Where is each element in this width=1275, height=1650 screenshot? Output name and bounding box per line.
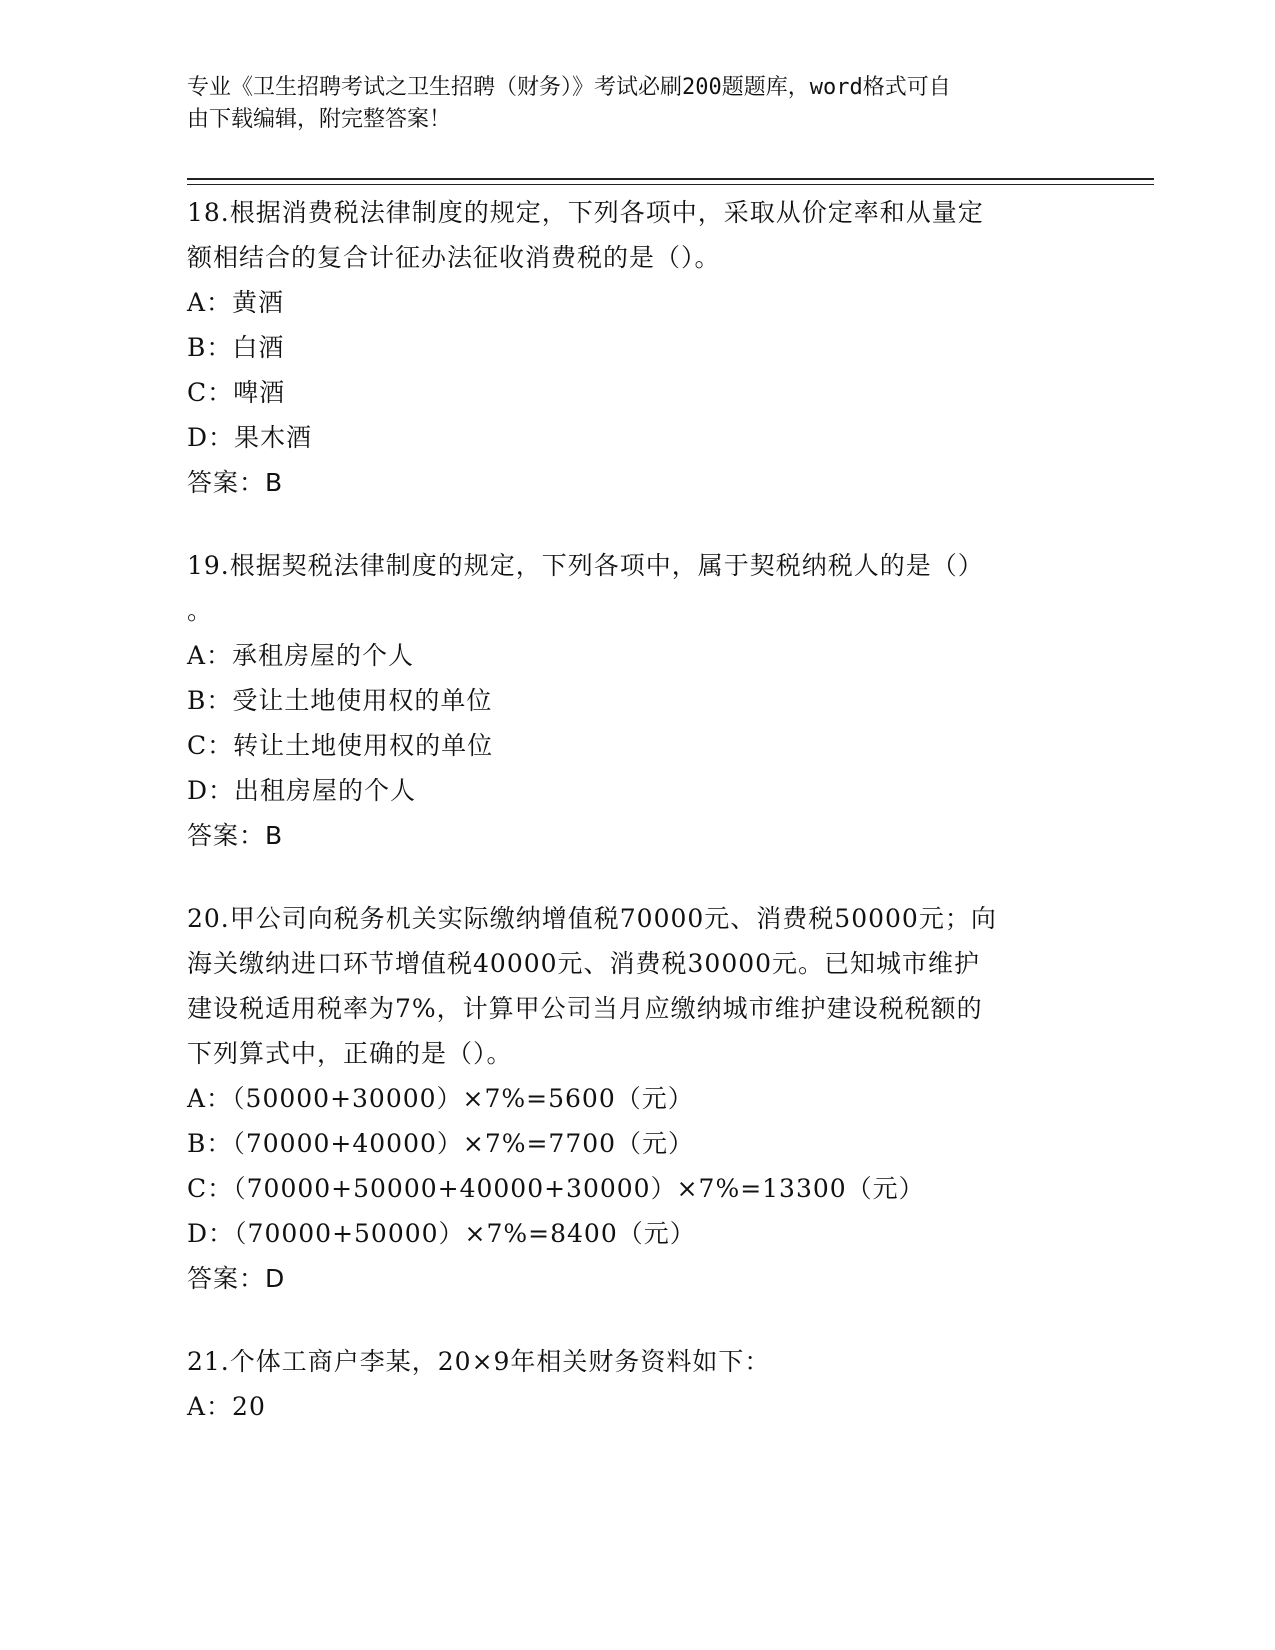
stem-line: 下列算式中，正确的是（）。 (187, 1039, 513, 1068)
question-20 (187, 896, 1087, 1301)
option-b: B：（70000+40000）×7%=7700（元） (187, 1129, 695, 1158)
answer-line: 答案：D (187, 1264, 286, 1293)
stem-line: 18.根据消费税法律制度的规定，下列各项中，采取从价定率和从量定 (187, 198, 984, 227)
header-line-2: 由下载编辑，附完整答案！ (187, 107, 452, 132)
answer-line: 答案：B (187, 821, 284, 850)
header-divider-thin (187, 184, 1154, 185)
option-d: D：出租房屋的个人 (187, 776, 417, 805)
question-list (187, 190, 1087, 1467)
option-a: A：黄酒 (187, 288, 285, 317)
question-stem (187, 1339, 1087, 1384)
stem-line: 建设税适用税率为7%，计算甲公司当月应缴纳城市维护建设税税额的 (187, 994, 983, 1023)
question-stem (187, 543, 1087, 633)
question-21 (187, 1339, 1087, 1429)
stem-line: 海关缴纳进口环节增值税40000元、消费税30000元。已知城市维护 (187, 949, 981, 978)
stem-line: 。 (187, 596, 214, 625)
document-header (187, 72, 1087, 136)
question-stem (187, 190, 1087, 280)
stem-line: 19.根据契税法律制度的规定，下列各项中，属于契税纳税人的是（） (187, 551, 984, 580)
option-a: A：承租房屋的个人 (187, 641, 415, 670)
option-d: D：（70000+50000）×7%=8400（元） (187, 1219, 696, 1248)
option-b: B：受让土地使用权的单位 (187, 686, 493, 715)
header-line-1: 专业《卫生招聘考试之卫生招聘（财务）》考试必刷200题题库，word格式可自 (187, 75, 951, 100)
option-c: C：啤酒 (187, 378, 286, 407)
option-a: A：20 (187, 1392, 266, 1421)
answer-line: 答案：B (187, 468, 284, 497)
option-c: C：（70000+50000+40000+30000）×7%=13300（元） (187, 1174, 925, 1203)
question-stem (187, 896, 1087, 1076)
option-c: C：转让土地使用权的单位 (187, 731, 494, 760)
option-a: A：（50000+30000）×7%=5600（元） (187, 1084, 694, 1113)
header-divider-thick (187, 178, 1154, 180)
question-18 (187, 190, 1087, 505)
option-d: D：果木酒 (187, 423, 313, 452)
option-b: B：白酒 (187, 333, 285, 362)
stem-line: 21.个体工商户李某，20×9年相关财务资料如下： (187, 1347, 771, 1376)
stem-line: 额相结合的复合计征办法征收消费税的是（）。 (187, 243, 721, 272)
stem-line: 20.甲公司向税务机关实际缴纳增值税70000元、消费税50000元；向 (187, 904, 997, 933)
question-19 (187, 543, 1087, 858)
